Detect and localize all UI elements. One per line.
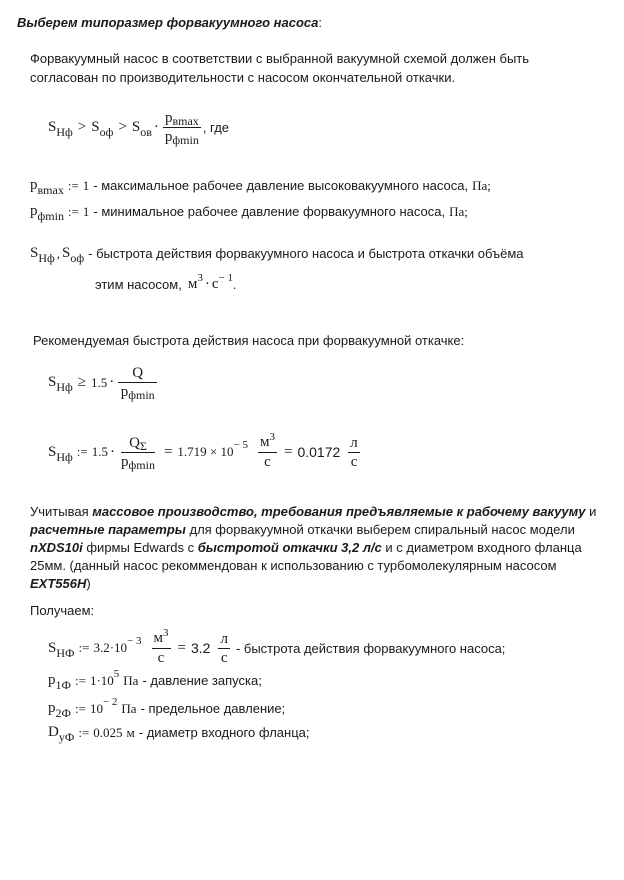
section-heading [17, 15, 322, 30]
result-pump-speed: S НФ := 3.2·10 − 3 $\frac{м^3}{с}$ = 3.2 $\frac{л}{с}$ - быстрота действия форвакуумного насоса; [48, 627, 506, 666]
heading-text: Выберем типоразмер форвакуумного насоса [17, 15, 319, 30]
definition-speeds-unit: этим насосом, м 3 · с − 1 . [95, 271, 237, 292]
definition-p-fmin: p фmin := 1 - минимальное рабочее давление форвакуумного насоса, Па; [30, 203, 468, 223]
result-label: Получаем: [30, 603, 95, 618]
heading-colon: : [318, 15, 322, 30]
pressure-ratio-fraction: $\frac{p_{вmax}}{p_{фmin}}$ [164, 110, 199, 147]
pump-model: nXDS10i [30, 540, 83, 555]
pump-selection-paragraph: Учитывая массовое производство, требования предъявляемые к рабочему вакууму и расчетные параметры для форвакуумной откачки выберем спиральный насос модели nXDS10i фирмы Edwards с быстротой откачки 3,2 л/с и с диаметром входного фланца 25мм. (данный насос рекоммендован к использованию с турбомолекулярным насосом EXT556H) [30, 504, 597, 591]
intro-line-2: согласован по производительности с насосом окончательной откачки. [30, 70, 456, 85]
recommended-text: Рекомендуемая быстрота действия насоса при форвакуумной откачке: [33, 333, 465, 348]
inequality-formula: S Нф > S оф > S ов · $\frac{p_{вmax}}{p_{фmin}}$ , где [48, 110, 230, 147]
computed-speed-formula: S Нф := 1.5 · $\frac{Q_\Sigma}{p_{фmin}}$ = 1.719 × 10 − 5 $\frac{м^3}{с}$ = 0.0172 $\frac{л}{с}$ [48, 431, 358, 472]
result-start-pressure: p 1Ф := 1·10 5 Па - давление запуска; [48, 667, 262, 692]
intro-line-1: Форвакуумный насос в соответствии с выбранной вакуумной схемой должен быть [30, 51, 530, 66]
turbo-pump-model: EXT556H [30, 576, 87, 591]
result-flange-diameter: D уФ := 0.025 м - диаметр входного фланца; [48, 724, 310, 744]
result-ultimate-pressure: p 2Ф := 10 − 2 Па - предельное давление; [48, 695, 286, 720]
definition-p-vmax: p вmax := 1 - максимальное рабочее давление высоковакуумного насоса, Па; [30, 177, 491, 197]
recommended-speed-formula: S Нф ≥ 1.5 · $\frac{Q}{p_{фmin}}$ [48, 365, 159, 400]
definition-speeds: S Нф , S оф - быстрота действия форвакуумного насоса и быстрота откачки объёма [30, 245, 524, 265]
